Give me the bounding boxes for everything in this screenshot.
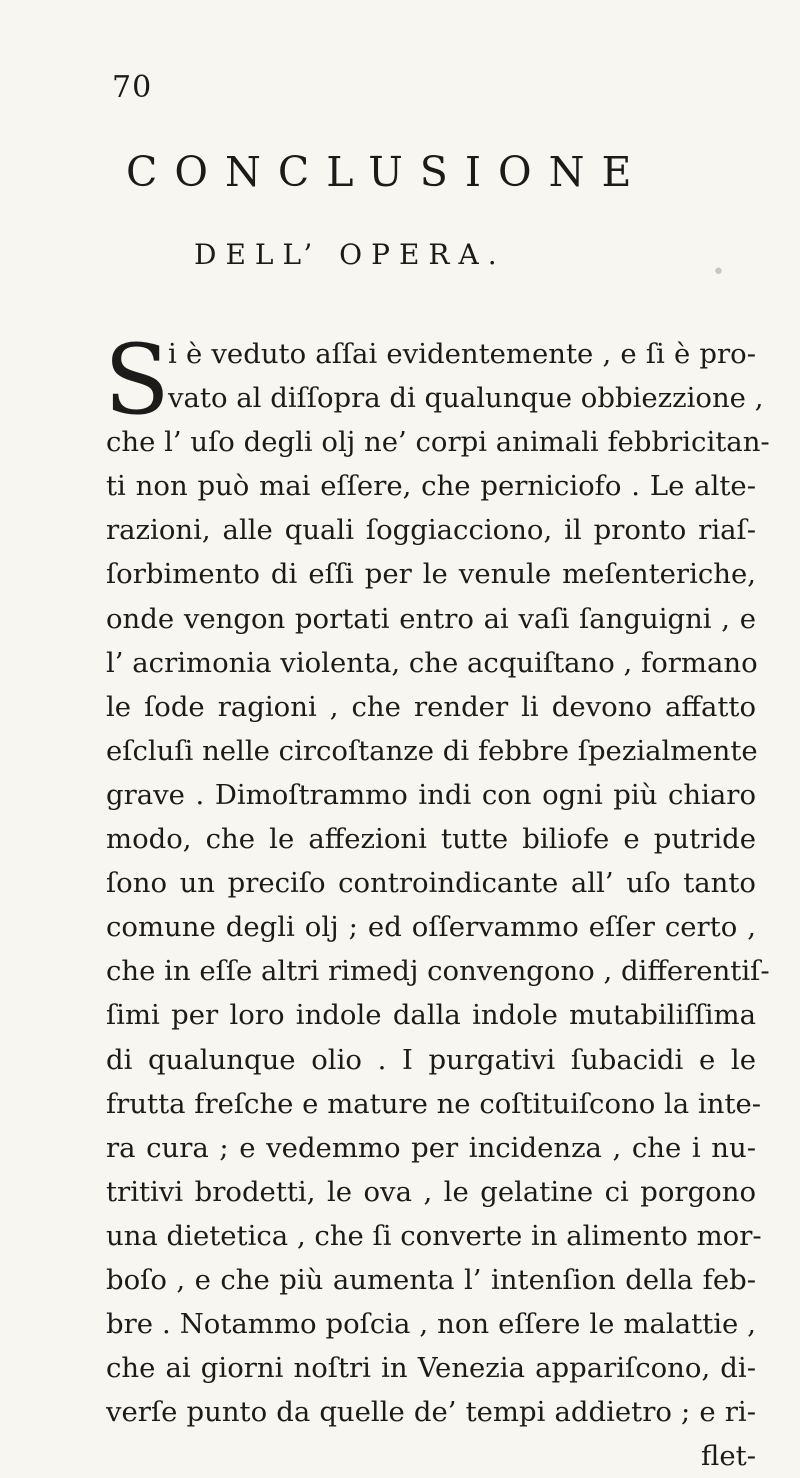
text-line: modo, che le affezioni tutte biliofe e putride bbox=[106, 823, 756, 856]
text-line: frutta freſche e mature ne coſtituiſcono la inte- bbox=[106, 1087, 762, 1120]
text-line: vato al diſſopra di qualunque obbiezzione , bbox=[168, 382, 764, 415]
text-line: comune degli olj ; ed oſſervammo eſſer certo , bbox=[106, 911, 756, 944]
text-line: onde vengon portati entro ai vaſi ſanguigni , e bbox=[106, 602, 756, 635]
catchword: flet- bbox=[701, 1440, 756, 1473]
text-line: bre . Notammo poſcia , non eſſere le malattie , bbox=[106, 1308, 756, 1341]
text-line: di qualunque olio . I purgativi ſubacidi e le bbox=[106, 1043, 756, 1076]
text-line: boſo , e che più aumenta l’ intenſion della feb- bbox=[106, 1263, 756, 1296]
margin-mark: • bbox=[712, 260, 725, 285]
text-line: tritivi brodetti, le ova , le gelatine ci porgono bbox=[106, 1175, 756, 1208]
text-line: ti non può mai eſſere, che perniciofo . Le alte- bbox=[106, 470, 756, 503]
text-line: ſimi per loro indole dalla indole mutabiliſſima bbox=[106, 999, 756, 1032]
text-line: una dietetica , che ſi converte in alimento mor- bbox=[106, 1219, 762, 1252]
text-line: verſe punto da quelle de’ tempi addietro ; e ri- bbox=[106, 1396, 756, 1429]
chapter-title: CONCLUSIONE bbox=[126, 148, 649, 196]
text-line: le ſode ragioni , che render li devono affatto bbox=[106, 690, 756, 723]
text-line: grave . Dimoſtrammo indi con ogni più chiaro bbox=[106, 778, 756, 811]
text-line: ſorbimento di eſſi per le venule meſenteriche, bbox=[106, 558, 756, 591]
text-line: ſono un preciſo controindicante all’ uſo tanto bbox=[106, 867, 756, 900]
text-line: l’ acrimonia violenta, che acquiſtano , formano bbox=[106, 646, 758, 679]
drop-cap: S bbox=[104, 324, 170, 436]
text-line: i è veduto aſſai evidentemente , e ſi è pro- bbox=[168, 338, 756, 370]
text-line: che in eſſe altri rimedj convengono , differentiſ- bbox=[106, 955, 770, 988]
text-line: che ai giorni noſtri in Venezia appariſcono, di- bbox=[106, 1352, 756, 1385]
page-number: 70 bbox=[112, 70, 153, 105]
chapter-subtitle: DELL’ OPERA. bbox=[194, 238, 506, 271]
text-line: eſcluſi nelle circoſtanze di febbre ſpezialmente bbox=[106, 734, 758, 767]
body-text bbox=[104, 324, 770, 1478]
text-line: che l’ uſo degli olj ne’ corpi animali febbricitan- bbox=[106, 426, 770, 459]
text-line: razioni, alle quali ſoggiacciono, il pronto riaſ- bbox=[106, 514, 756, 547]
text-line: ra cura ; e vedemmo per incidenza , che i nu- bbox=[106, 1131, 756, 1164]
